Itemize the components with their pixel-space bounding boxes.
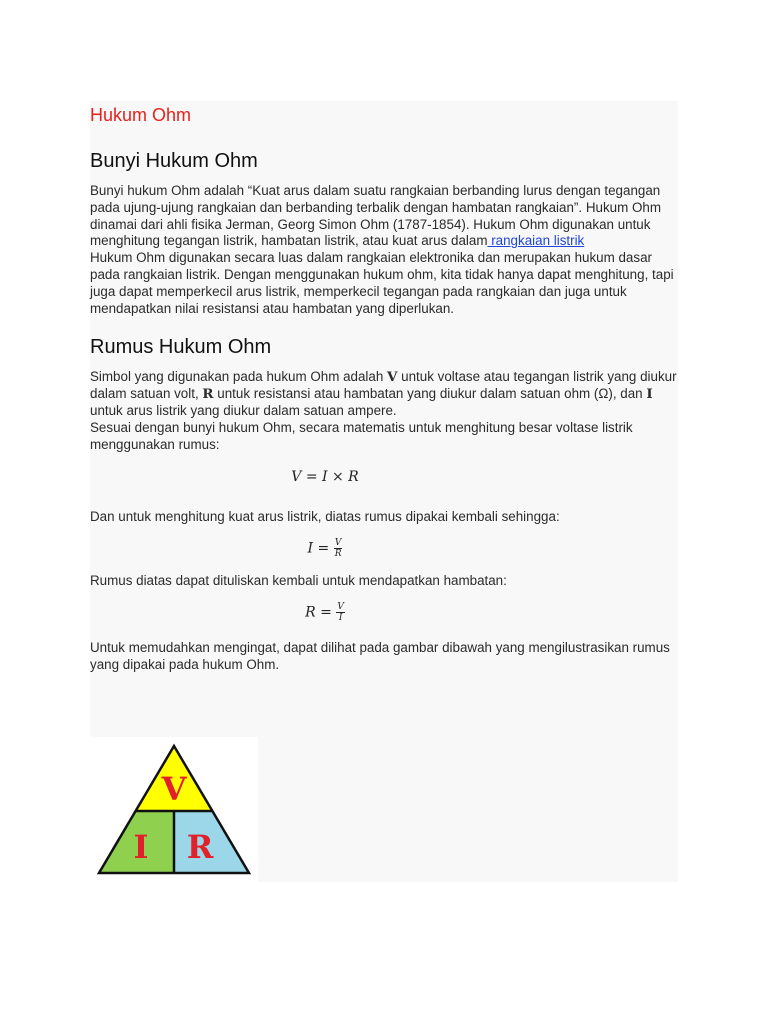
formula-current-denominator: R xyxy=(334,549,342,560)
symbol-i: I xyxy=(646,386,653,403)
formula-current-lhs: I = xyxy=(307,540,330,557)
section-heading-rumus: Rumus Hukum Ohm xyxy=(90,336,272,359)
symbol-r: R xyxy=(202,386,214,403)
paragraph-resistance-intro: Rumus diatas dapat dituliskan kembali untuk mendapatkan hambatan: xyxy=(90,573,507,589)
formula-voltage: V = I × R xyxy=(291,469,359,486)
link-rangkaian-listrik[interactable]: rangkaian listrik xyxy=(487,233,585,249)
formula-current-numerator: V xyxy=(334,538,342,549)
paragraph-symbols xyxy=(90,369,680,419)
formula-resistance xyxy=(90,602,560,623)
formula-current xyxy=(90,538,560,559)
triangle-letter-v: V xyxy=(161,770,187,808)
paragraph-definition xyxy=(90,183,680,250)
paragraph-usage: Hukum Ohm digunakan secara luas dalam rangkaian elektronika dan merupakan hukum dasar pada rangkaian listrik. Dengan menggunakan hukum ohm, kita tidak hanya dapat menghitung, tapi juga dapat memperkecil arus listrik, memperkecil tegangan pada rangkaian dan juga untuk mendapatkan nilai resistansi atau hambatan yang diperlukan. xyxy=(90,250,674,316)
triangle-letter-r: R xyxy=(186,828,214,866)
symbols-text-c: untuk resistansi atau hambatan yang diukur dalam satuan ohm (Ω), dan xyxy=(213,386,647,402)
formula-resistance-lhs: R = xyxy=(305,604,332,621)
ohm-triangle-svg xyxy=(90,737,258,882)
ohm-triangle-figure xyxy=(90,737,258,882)
formula-resistance-denominator: I xyxy=(338,612,343,623)
formula-resistance-fraction xyxy=(336,602,345,623)
paragraph-voltage-intro: Sesuai dengan bunyi hukum Ohm, secara matematis untuk menghitung besar voltase listrik menggunakan rumus: xyxy=(90,419,633,452)
section-heading-bunyi: Bunyi Hukum Ohm xyxy=(90,150,258,172)
symbols-text-a: Simbol yang digunakan pada hukum Ohm adalah xyxy=(90,369,388,385)
formula-current-fraction xyxy=(334,538,343,559)
article-body xyxy=(90,100,680,674)
paragraph-triangle-intro: Untuk memudahkan mengingat, dapat dilihat pada gambar dibawah yang mengilustrasikan rumus yang dipakai pada hukum Ohm. xyxy=(90,639,670,672)
symbol-v: V xyxy=(387,369,398,386)
triangle-letter-i: I xyxy=(133,828,149,866)
paragraph-definition-text: Bunyi hukum Ohm adalah “Kuat arus dalam suatu rangkaian berbanding lurus dengan tegangan pada ujung-ujung rangkaian dan berbanding terbalik dengan hambatan rangkaian”. Hukum Ohm dinamai dari ahli fisika Jerman, Georg Simon Ohm (1787-1854). Hukum Ohm digunakan untuk menghitung tegangan listrik, hambatan listrik, atau kuat arus dalam xyxy=(90,183,661,249)
page-title: Hukum Ohm xyxy=(90,105,192,125)
paragraph-current-intro: Dan untuk menghitung kuat arus listrik, diatas rumus dipakai kembali sehingga: xyxy=(90,509,560,525)
symbols-text-d: untuk arus listrik yang diukur dalam satuan ampere. xyxy=(90,402,397,418)
formula-resistance-numerator: V xyxy=(337,601,344,612)
symbols-text-b: untuk voltase atau tegangan listrik yang diukur dalam satuan volt, xyxy=(90,369,677,402)
